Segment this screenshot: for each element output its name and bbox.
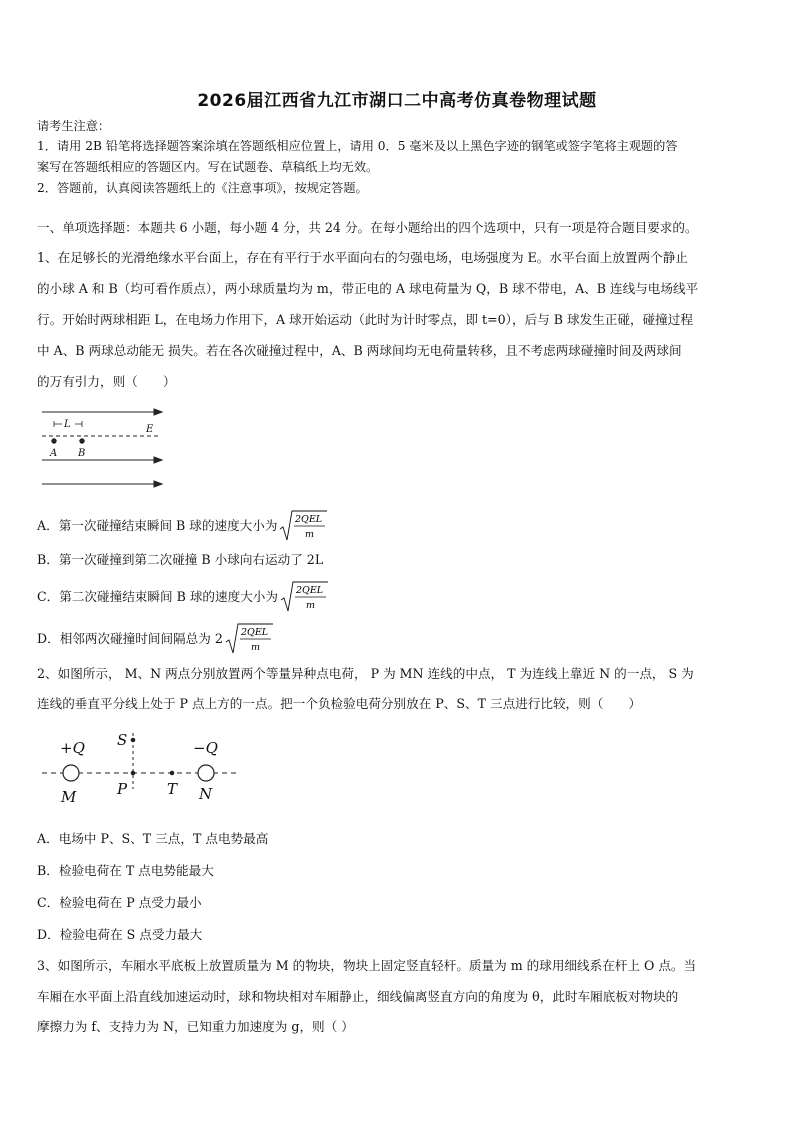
q1-figure-label-L: L — [64, 419, 71, 430]
notice-heading: 请考生注意： — [37, 119, 111, 133]
q2-option-b: B．检验电荷在 T 点电势能最大 — [37, 863, 214, 878]
q2-charges-figure — [38, 725, 243, 807]
q3-stem-line-1: 3、如图所示，车厢水平底板上放置质量为 M 的物块，物块上固定竖直轻杆。质量为 m 的球用细线系在杆上 O 点。当 — [37, 958, 697, 973]
q2-stem-line-2: 连线的垂直平分线上处于 P 点上方的一点。把一个负检验电荷分别放在 P、S、T 三点进行比较，则（ ） — [37, 696, 642, 711]
q1-d-numerator: 2QEL — [240, 627, 268, 638]
q1-c-denominator: m — [306, 600, 316, 611]
notice-item-2: 2．答题前，认真阅读答题纸上的《注意事项》，按规定答题。 — [37, 181, 368, 195]
q2-option-c: C．检验电荷在 P 点受力最小 — [37, 895, 202, 910]
q1-stem-line-2: 的小球 A 和 B（均可看作质点），两小球质量均为 m，带正电的 A 球电荷量为 Q，B 球不带电，A、B 连线与电场线平 — [37, 281, 699, 296]
q1-option-d-formula — [225, 622, 275, 656]
q2-label-s: S — [117, 731, 128, 749]
q1-d-denominator: m — [250, 642, 260, 653]
notice-item-1-line-1: 1．请用 2B 铅笔将选择题答案涂填在答题纸相应位置上，请用 0．5 毫米及以上黑色字迹的钢笔或签字笔将主观题的答 — [37, 139, 678, 153]
q1-option-a-text: A．第一次碰撞结束瞬间 B 球的速度大小为 — [37, 518, 278, 533]
q2-label-minus-q: −Q — [193, 739, 218, 757]
q1-option-b — [37, 551, 323, 569]
q1-c-numerator: 2QEL — [296, 585, 324, 596]
q1-figure-label-B: B — [78, 448, 86, 459]
q2-label-n: N — [199, 785, 213, 803]
q1-option-a-formula — [279, 509, 329, 543]
q2-label-t: T — [167, 780, 178, 798]
q1-option-a — [37, 509, 329, 543]
q2-label-plus-q: +Q — [60, 739, 85, 757]
q1-stem-line-1: 1、在足够长的光滑绝缘水平台面上，存在有平行于水平面向右的匀强电场，电场强度为 E。水平台面上放置两个静止 — [37, 250, 688, 265]
q1-option-c-text: C．第二次碰撞结束瞬间 B 球的速度大小为 — [37, 589, 278, 604]
section-1-header: 一、单项选择题：本题共 6 小题，每小题 4 分，共 24 分。在每小题给出的四个选项中，只有一项是符合题目要求的。 — [37, 220, 698, 235]
q1-stem-line-5: 的万有引力，则（ ） — [37, 374, 176, 389]
notice-item-1-line-2: 案写在答题纸相应的答题区内。写在试题卷、草稿纸上均无效。 — [37, 160, 379, 174]
q1-option-c-formula — [280, 580, 330, 614]
q3-stem-line-3: 摩擦力为 f、支持力为 N，已知重力加速度为 g，则（ ） — [37, 1019, 354, 1034]
q1-stem-line-4: 中 A、B 两球总动能无 损失。若在各次碰撞过程中，A、B 两球间均无电荷量转移，且不考虑两球碰撞时间及两球间 — [37, 343, 682, 358]
q2-label-m: M — [61, 788, 77, 806]
q2-label-p: P — [117, 780, 128, 798]
q2-option-d: D．检验电荷在 S 点受力最大 — [37, 927, 203, 942]
q1-option-d — [37, 622, 275, 656]
q3-stem-line-2: 车厢在水平面上沿直线加速运动时，球和物块相对车厢静止，细线偏离竖直方向的角度为 θ，此时车厢底板对物块的 — [37, 989, 679, 1004]
q2-option-a: A．电场中 P、S、T 三点，T 点电势最高 — [37, 831, 269, 846]
q1-option-b-text: B．第一次碰撞到第二次碰撞 B 小球向右运动了 2L — [37, 552, 324, 567]
q1-electric-field-figure — [38, 402, 168, 492]
page-title: 2026届江西省九江市湖口二中高考仿真卷物理试题 — [197, 91, 597, 111]
q2-stem-line-1: 2、如图所示， M、N 两点分别放置两个等量异种点电荷， P 为 MN 连线的中点， T 为连线上靠近 N 的一点， S 为 — [37, 666, 694, 681]
q1-a-numerator: 2QEL — [295, 514, 323, 525]
q1-figure-label-A: A — [50, 448, 58, 459]
q1-option-d-text: D．相邻两次碰撞时间间隔总为 2 — [37, 631, 223, 646]
q1-a-denominator: m — [305, 529, 315, 540]
q1-option-c — [37, 580, 330, 614]
q1-figure-label-E: E — [146, 424, 154, 435]
q1-stem-line-3: 行。开始时两球相距 L，在电场力作用下，A 球开始运动（此时为计时零点，即 t=0），后与 B 球发生正碰，碰撞过程 — [37, 312, 693, 327]
